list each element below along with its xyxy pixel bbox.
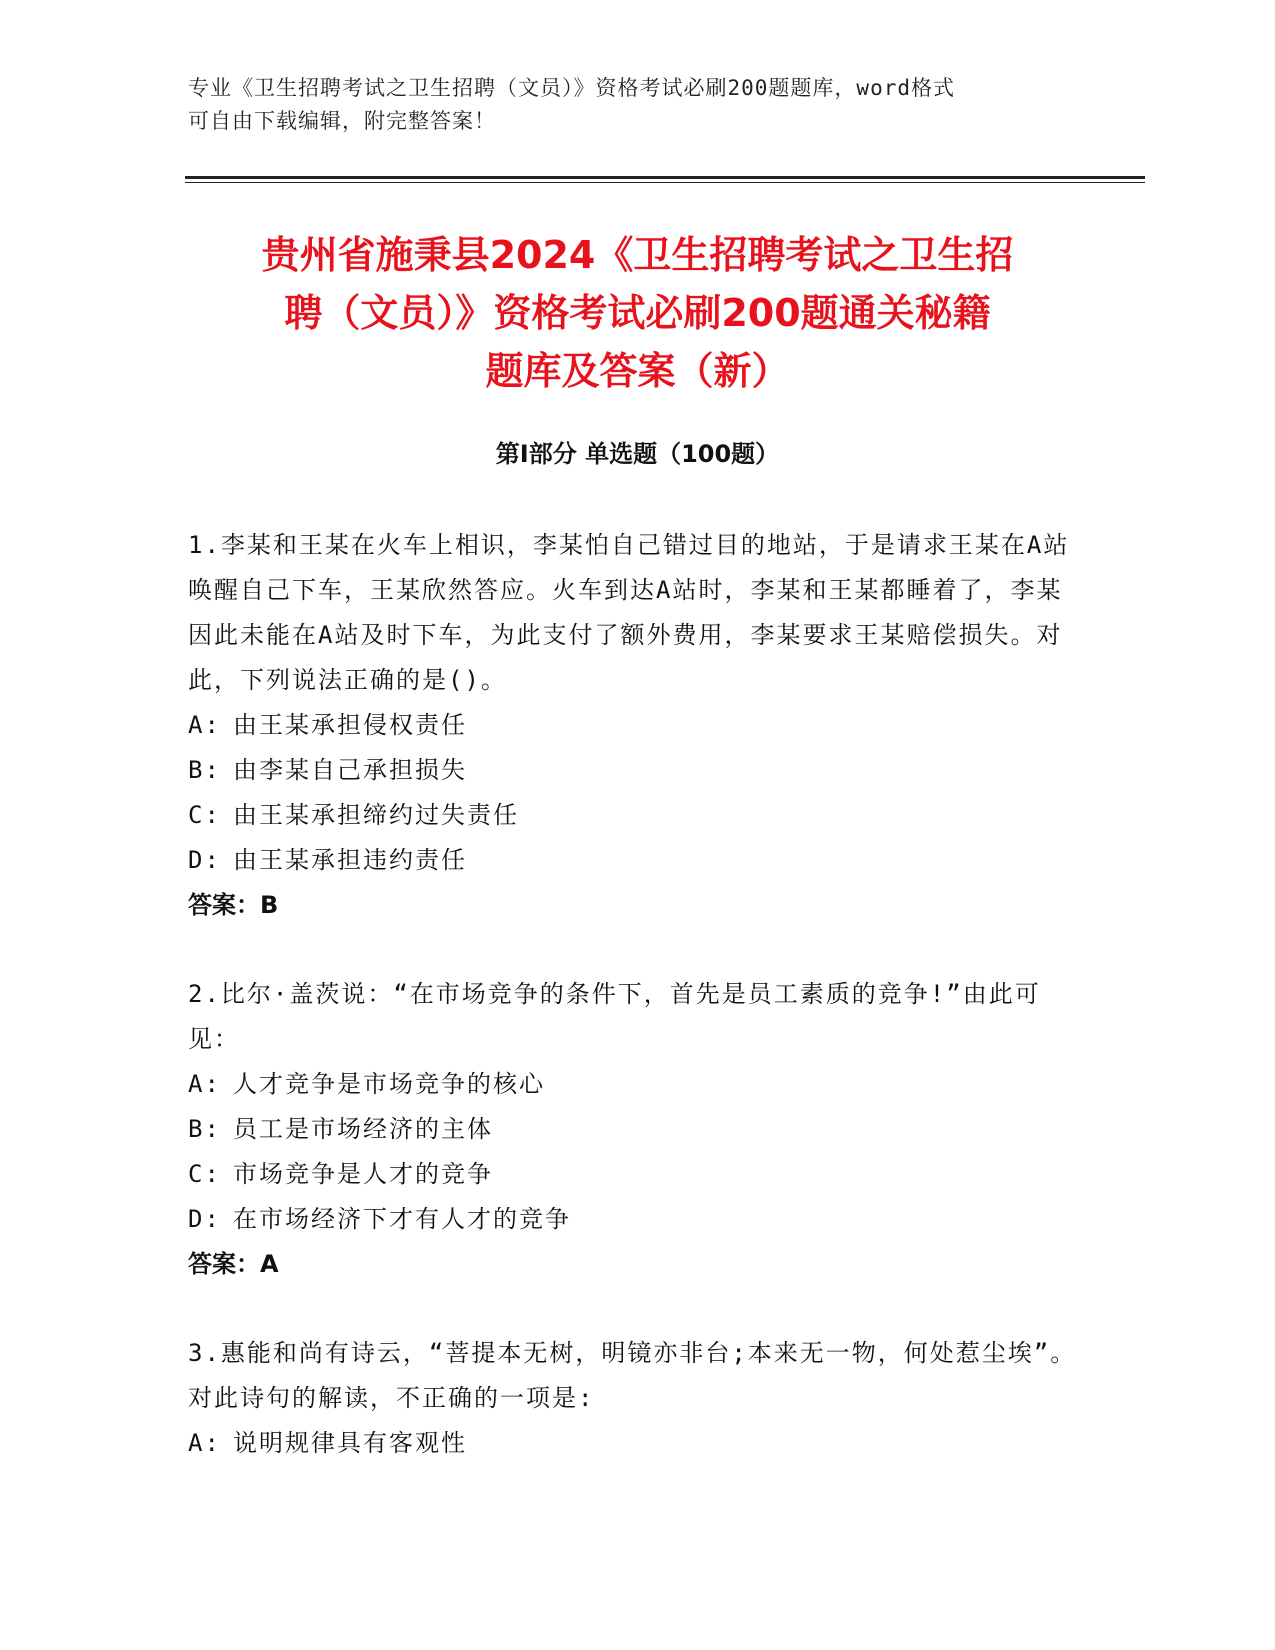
question-2 [188,972,1078,1287]
section-heading: 第Ⅰ部分 单选题（100题） [495,440,780,468]
option-text: 由李某自己承担损失 [233,756,467,784]
option-c [188,1152,1078,1197]
answer: 答案：B [188,891,279,919]
option-text: 员工是市场经济的主体 [233,1115,493,1143]
option-b [188,1107,1078,1152]
header-divider-thick [185,176,1145,179]
option-text: 在市场经济下才有人才的竞争 [233,1205,571,1233]
option-b [188,748,1078,793]
option-text: 市场竞争是人才的竞争 [233,1160,493,1188]
option-key: C: [188,801,221,829]
question-stem: 1.李某和王某在火车上相识，李某怕自己错过目的地站，于是请求王某在A站唤醒自己下车，王某欣然答应。火车到达A站时，李某和王某都睡着了，李某因此未能在A站及时下车，为此支付了额外费用，李某要求王某赔偿损失。对此，下列说法正确的是()。 [188,531,1070,694]
option-d [188,838,1078,883]
option-a [188,1062,1078,1107]
option-key: A: [188,1429,221,1457]
question-1 [188,523,1078,928]
option-key: B: [188,756,221,784]
option-key: C: [188,1160,221,1188]
option-key: A: [188,1070,221,1098]
option-text: 人才竞争是市场竞争的核心 [233,1070,545,1098]
title-line-1: 贵州省施秉县2024《卫生招聘考试之卫生招 [261,233,1014,277]
option-text: 由王某承担违约责任 [233,846,467,874]
option-text: 由王某承担缔约过失责任 [233,801,519,829]
option-a [188,1421,1078,1466]
document-title [150,226,1125,400]
title-line-3: 题库及答案（新） [485,349,790,393]
title-line-2: 聘（文员）》资格考试必刷200题通关秘籍 [284,291,991,335]
question-3 [188,1331,1078,1466]
header-divider-thin [185,182,1145,183]
answer: 答案：A [188,1250,279,1278]
question-stem: 3.惠能和尚有诗云，“菩提本无树，明镜亦非台;本来无一物，何处惹尘埃”。对此诗句的解读，不正确的一项是: [188,1339,1077,1412]
option-d [188,1197,1078,1242]
option-c [188,793,1078,838]
question-list [188,523,1078,1510]
option-text: 由王某承担侵权责任 [233,711,467,739]
option-key: B: [188,1115,221,1143]
question-stem: 2.比尔·盖茨说：“在市场竞争的条件下，首先是员工素质的竞争!”由此可见： [188,980,1041,1053]
option-text: 说明规律具有客观性 [233,1429,467,1457]
option-key: A: [188,711,221,739]
header-note-line1: 专业《卫生招聘考试之卫生招聘（文员）》资格考试必刷200题题库，word格式 [188,76,955,100]
option-key: D: [188,1205,221,1233]
option-key: D: [188,846,221,874]
header-note-line2: 可自由下载编辑，附完整答案！ [188,109,496,133]
header-note [188,72,1088,138]
option-a [188,703,1078,748]
